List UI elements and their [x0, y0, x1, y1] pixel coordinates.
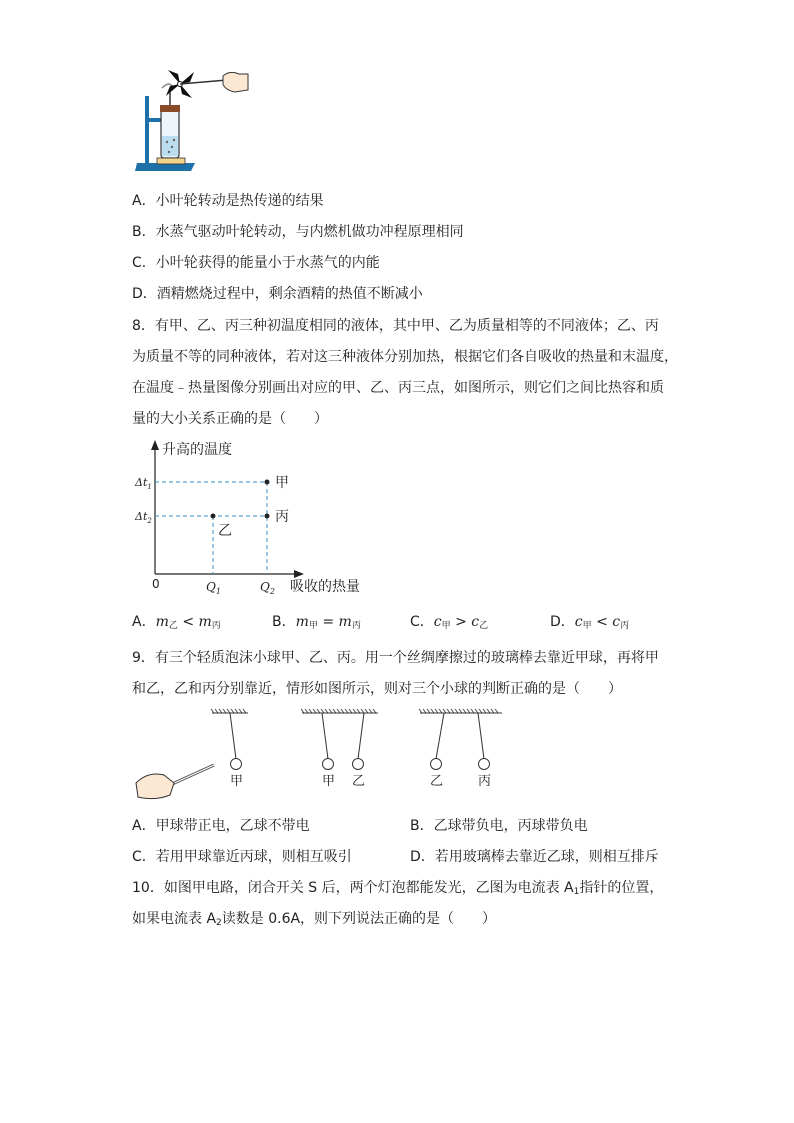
q8-stem-line-2: 为质量不等的同种液体，若对这三种液体分别加热，根据它们各自吸收的热量和末温度，: [132, 349, 678, 365]
q9-stem-line-1: 9．有三个轻质泡沫小球甲、乙、丙。用一个丝绸摩擦过的玻璃棒去靠近甲球，再将甲: [132, 650, 659, 666]
point-label-bing: 丙: [275, 509, 289, 525]
q9-option-d: D．若用玻璃棒去靠近乙球，则相互排斥: [410, 849, 659, 865]
q8-stem-line-1: 8．有甲、乙、丙三种初温度相同的液体，其中甲、乙为质量相等的不同液体；乙、丙: [132, 318, 659, 334]
y-axis-title: 升高的温度: [162, 442, 232, 458]
ball-label-jia-2: 甲: [322, 774, 336, 789]
q9-option-c: C．若用甲球靠近丙球，则相互吸引: [132, 849, 352, 865]
ball-yi-1: [353, 759, 364, 770]
ball-yi-2: [431, 759, 442, 770]
q8-option-c: C．$c_甲 > c_乙$: [410, 614, 489, 631]
hand-icon: [136, 774, 174, 799]
y-tick-dt2: $\Delta t_2$: [135, 510, 152, 525]
x-axis-title: 吸收的热量: [290, 579, 360, 595]
q8-option-d: D．$c_甲 < c_丙$: [550, 614, 630, 631]
q7-option-b: B．水蒸气驱动叶轮转动，与内燃机做功冲程原理相同: [132, 224, 464, 240]
q8-stem-line-3: 在温度﹣热量图像分别画出对应的甲、乙、丙三点，如图所示，则它们之间比热容和质: [132, 380, 664, 396]
q10-stem-line-1: 10．如图甲电路，闭合开关 S 后，两个灯泡都能发光，乙图为电流表 $A_1$指针的位置，: [132, 880, 664, 897]
ball-label-yi-1: 乙: [352, 774, 366, 789]
q9-stem-line-2: 和乙，乙和丙分别靠近，情形如图所示，则对三个小球的判断正确的是（ ）: [132, 681, 622, 697]
ball-label-bing: 丙: [478, 774, 492, 789]
charged-balls-figure: [130, 705, 520, 805]
x-tick-q1: $Q_1$: [206, 580, 221, 596]
point-yi: [211, 514, 216, 519]
stand-rod: [145, 96, 149, 164]
ball-jia-1: [231, 759, 242, 770]
q9-option-a: A．甲球带正电，乙球不带电: [132, 818, 310, 834]
point-label-yi: 乙: [218, 523, 232, 539]
q8-option-b: B．$m_甲 = m_丙$: [272, 614, 361, 631]
ball-bing: [479, 759, 490, 770]
ball-label-jia-1: 甲: [230, 774, 244, 789]
point-bing: [265, 514, 270, 519]
q9-option-b: B．乙球带负电，丙球带负电: [410, 818, 588, 834]
ball-jia-2: [323, 759, 334, 770]
y-tick-dt1: $\Delta t_1$: [135, 476, 152, 491]
temperature-heat-chart: [130, 436, 380, 601]
stopper: [160, 105, 180, 112]
q8-option-a: A．$m_乙 < m_丙$: [132, 614, 221, 631]
hand-icon: [223, 72, 248, 92]
ball-label-yi-2: 乙: [430, 774, 444, 789]
point-jia: [265, 480, 270, 485]
q7-option-c: C．小叶轮获得的能量小于水蒸气的内能: [132, 255, 380, 271]
q10-stem-line-2: 如果电流表 $A_2$读数是 0.6A，则下列说法正确的是（ ）: [132, 911, 497, 928]
steam-pinwheel-figure: [135, 68, 250, 173]
point-label-jia: 甲: [275, 475, 289, 491]
q8-stem-line-4: 量的大小关系正确的是（ ）: [132, 411, 328, 427]
origin-label: 0: [152, 577, 160, 591]
lamp-block: [157, 158, 185, 164]
q7-option-a: A．小叶轮转动是热传递的结果: [132, 193, 324, 209]
x-tick-q2: $Q_2$: [260, 580, 275, 596]
q7-option-d: D．酒精燃烧过程中，剩余酒精的热值不断减小: [132, 286, 423, 302]
